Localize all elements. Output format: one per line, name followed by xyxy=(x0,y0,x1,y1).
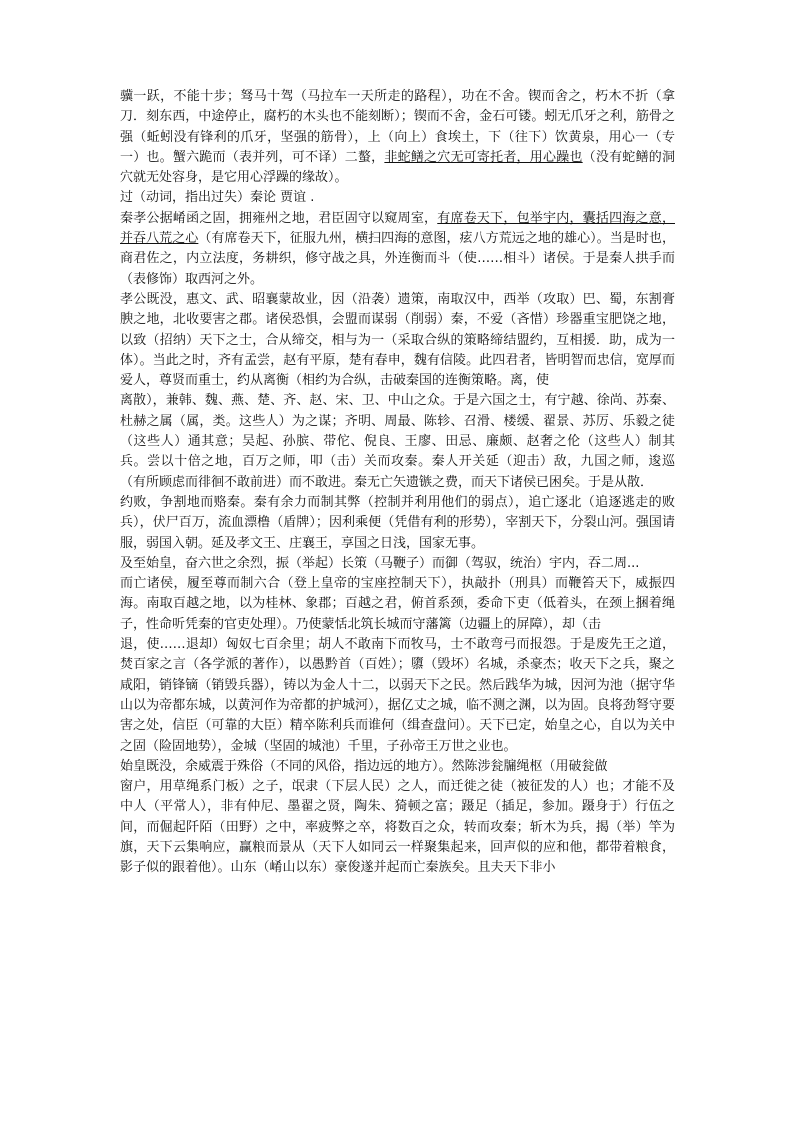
paragraph xyxy=(120,777,675,878)
text-run: 及至始皇，奋六世之余烈，振（举起）长策（马鞭子）而御（驾驭，统治）宇内，吞二周... xyxy=(120,555,640,571)
paragraph xyxy=(120,757,675,777)
text-run: 始皇既没，余威震于殊俗（不同的风俗，指边远的地方）。然陈涉瓮牖绳枢（用破瓮做 xyxy=(120,758,608,774)
text-run: 窗户，用草绳系门板）之子，氓隶（下层人民）之人，而迁徙之徒（被征发的人）也；才能不及中人（平常人），非有仲尼、墨翟之贤，陶朱、猗顿之富；蹑足（插足，参加。蹑身于）行伍之间，而倔起阡陌（田野）之中，率疲弊之卒，将数百之众，转而攻秦；斩木为兵，揭（举）竿为旗，天下云集响应，赢粮而景从（天下人如同云一样聚集起来，回声似的应和他，都带着粮食，影子似的跟着他）。山东（崤山以东）豪俊遂并起而亡秦族矣。且夫天下非小 xyxy=(120,779,675,876)
paragraph xyxy=(120,635,675,757)
paragraph xyxy=(120,290,675,391)
section-heading xyxy=(120,188,675,208)
text-run: 离散），兼韩、魏、燕、楚、齐、赵、宋、卫、中山之众。于是六国之士，有宁越、徐尚、苏秦、杜赫之属（属，类。这些人）为之谋；齐明、周最、陈轸、召滑、楼缓、翟景、苏厉、乐毅之徒（这些人）通其意；吴起、孙膑、带佗、倪良、王廖、田忌、廉颇、赵奢之伦（这些人）制其兵。尝以十倍之地，百万之师，叩（击）关而攻秦。秦人开关延（迎击）敌，九国之师，逡巡（有所顾虑而徘徊不敢前进）而不敢进。秦无亡矢遗镞之费，而天下诸侯已困矣。于是从散． xyxy=(120,393,675,490)
text-run: （没有蛇鳝的洞穴就无处容身，是它用心浮躁的缘故）。 xyxy=(120,149,675,186)
text-run: 退，使……退却）匈奴七百余里；胡人不敢南下而牧马，士不敢弯弓而报怨。于是废先王之道，焚百家之言（各学派的著作），以愚黔首（百姓）；隳（毁坏）名城，杀豪杰；收天下之兵，聚之咸阳，销锋镝（销毁兵器），铸以为金人十二，以弱天下之民。然后践华为城，因河为池（据守华山以为帝都东城，以黄河作为帝都的护城河），据亿丈之城，临不测之渊，以为固。良将劲弩守要害之处，信臣（可靠的大臣）精卒陈利兵而谁何（缉查盘问）。天下已定，始皇之心，自以为关中之固（险固地势），金城（坚固的城池）千里，子孙帝王万世之业也。 xyxy=(120,637,675,754)
text-run: 孝公既没，惠文、武、昭襄蒙故业，因（沿袭）遗策，南取汉中，西举（攻取）巴、蜀，东割膏腴之地，北收要害之郡。诸侯恐惧，会盟而谋弱（削弱）秦，不爱（吝惜）珍器重宝肥饶之地，以致（招纳）天下之士，合从缔交，相与为一（采取合纵的策略缔结盟约，互相援．助，成为一体）。当此之时，齐有孟尝，赵有平原，楚有春申，魏有信陵。此四君者，皆明智而忠信，宽厚而爱人，尊贤而重士，约从离衡（相约为合纵，击破秦国的连衡策略。离，使 xyxy=(120,291,675,389)
text-run: （有席卷天下，征服九州，横扫四海的意图，痃八方荒远之地的雄心）。当是时也，商君佐之，内立法度，务耕织，修守战之具，外连衡而斗（使……相斗）诸侯。于是秦人拱手而（表修饰）取西河之外。 xyxy=(120,231,675,287)
underlined-text-run: 非蛇鳝之穴无可寄托者，用心躁也 xyxy=(384,149,583,165)
document-body xyxy=(120,87,675,879)
text-run: 秦孝公据崤函之固，拥雍州之地，君臣固守以窥周室， xyxy=(120,210,438,226)
paragraph xyxy=(120,574,675,635)
underlined-text-run: 有席卷天下，包举宇内，囊括四海之意，并吞八荒之心 xyxy=(120,210,675,247)
heading-text: 过（动词，指出过失）秦论 贾谊 . xyxy=(120,190,315,206)
paragraph xyxy=(120,493,675,554)
paragraph-quanxue-ending xyxy=(120,87,675,188)
text-run: 骥一跃，不能十步；驽马十驾（马拉车一天所走的路程），功在不舍。锲而舍之，朽木不折（拿刀．刻东西，中途停止，腐朽的木头也不能刻断）；锲而不舍，金石可镂。蚓无爪牙之利，筋骨之强（蚯蚓没有锋利的爪牙，坚强的筋骨），上（向上）食埃土，下（往下）饮黄泉，用心一（专一）也。蟹六跪而（表并列，可不译）二螯， xyxy=(120,89,675,165)
text-run: 约败，争割地而赂秦。秦有余力而制其弊（控制并利用他们的弱点），追亡逐北（追逐逃走的败兵），伏尸百万，流血漂橹（盾牌）；因利乘便（凭借有利的形势），宰割天下，分裂山河。强国请服，弱国入朝。延及孝文王、庄襄王，享国之日浅，国家无事。 xyxy=(120,494,675,551)
paragraph xyxy=(120,391,675,492)
paragraph xyxy=(120,554,675,574)
paragraph xyxy=(120,209,675,290)
text-run: 而亡诸侯，履至尊而制六合（登上皇帝的宝座控制天下），执敲扑（刑具）而鞭笞天下，威振四海。南取百越之地，以为桂林、象郡；百越之君，俯首系颈，委命下吏（低着头，在颈上捆着绳子，性命听凭秦的官吏处理）。乃使蒙恬北筑长城而守藩篱（边疆上的屏障），却（击 xyxy=(120,576,675,632)
